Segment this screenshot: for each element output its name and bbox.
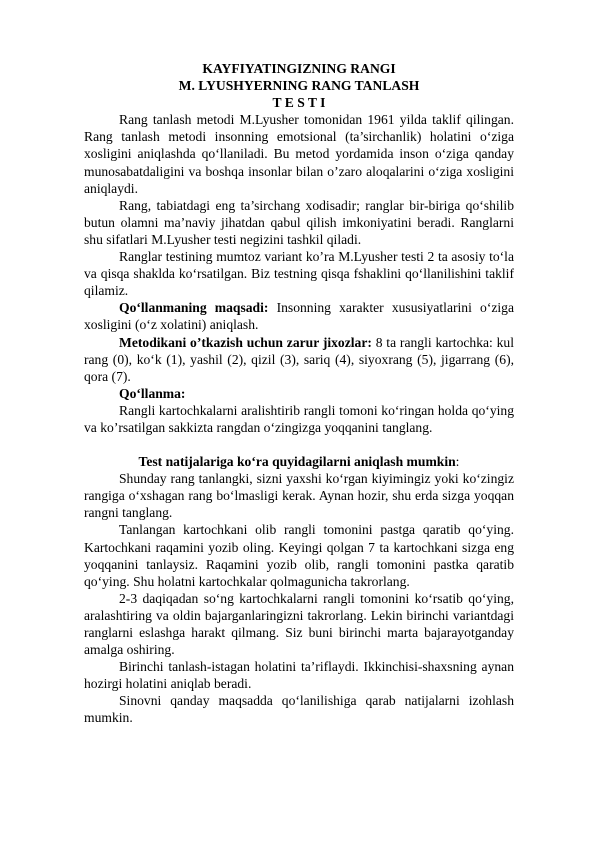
intro-paragraph-3: Ranglar testining mumtoz variant ko’ra M.Lyusher testi 2 ta asosiy to‘la va qisqa shaklda ko‘rsatilgan. Biz testning qisqa fshaklini qo‘llanilishini taklif qilamiz. xyxy=(84,249,514,299)
results-paragraph-5: Sinovni qanday maqsadda qo‘lanilishiga qarab natijalarni izohlash mumkin. xyxy=(84,693,514,726)
intro-paragraph-2: Rang, tabiatdagi eng ta’sirchang xodisadir; ranglar bir-biriga qo‘shilib butun olamni ma’naviy jihatdan qabul qilish imkoniyatini beradi. Ranglarni shu sifatlari M.Lyusher testi negizini tashkil qiladi. xyxy=(84,197,514,247)
instruction-label-line xyxy=(84,385,514,402)
document-title-line-3: T E S T I xyxy=(272,95,326,111)
goal-label: Qo‘llanmaning maqsadi: xyxy=(119,300,269,316)
instruction-paragraph: Rangli kartochkalarni aralishtirib rangli tomoni ko‘ringan holda qo‘ying va ko’rsatilgan sakkizta rangdan o‘zingizga yoqqanini tanglang. xyxy=(84,402,514,435)
results-paragraph-2: Tanlangan kartochkani olib rangli tomonini pastga qaratib qo‘ying. Kartochkani raqamini yozib oling. Keyingi qolgan 7 ta kartochkani sizga eng yoqqanini tanlaysiz. Raqamini yozib olib, rangli tomonini pastka qaratib qo‘ying. Shu holatni kartochkalar qolmagunicha takrorlang. xyxy=(84,522,514,589)
goal-text: Insonning xarakter xususiyatlarini o‘ziga xosligini (o‘z xolatini) aniqlash. xyxy=(84,300,514,333)
tools-paragraph xyxy=(84,334,514,385)
intro-paragraph-1: Rang tanlash metodi M.Lyusher tomonidan 1961 yilda taklif qilingan. Rang tanlash metodi insonning emotsional (ta’sirchanlik) holatini o‘ziga xosligini aniqlashda qo‘llaniladi. Bu metod yordamida inson o‘ziga qanday munosabatdaligini va boshqa insonlar bilan o’zaro aloqalarini o‘ziga xosligini aniqlaydi. xyxy=(84,112,514,196)
document-page xyxy=(84,60,514,727)
document-title-line-1: KAYFIYATINGIZNING RANGI xyxy=(202,61,396,76)
results-paragraph-1: Shunday rang tanlangki, sizni yaxshi ko‘rgan kiyimingiz yoki ko‘zingiz rangiga o‘xshagan rang bo‘lmasligi kerak. Aynan hozir, shu erda sizga yoqqan rangni tanglang. xyxy=(84,471,514,521)
results-paragraph-3: 2-3 daqiqadan so‘ng kartochkalarni rangli tomonini ko‘rsatib qo‘ying, aralashtiring va oldin bajarganlaringizni takrorlang. Lekin birinchi variantdagi ranglarni eslashga harakt qilmang. Siz buni birinchi marta bajarayotganday amalga oshiring. xyxy=(84,590,514,658)
goal-paragraph xyxy=(84,299,514,333)
section-spacer xyxy=(84,436,514,453)
results-paragraph-4: Birinchi tanlash-istagan holatini ta’riflaydi. Ikkinchisi-shaxsning aynan hozirgi holatini aniqlab beradi. xyxy=(84,659,514,692)
tools-label: Metodikani o’tkazish uchun zarur jixozlar: xyxy=(119,334,372,350)
tools-text: 8 ta rangli kartochka: kul rang (0), ko‘k (1), yashil (2), qizil (3), sariq (4), siyoxrang (5), jigarrang (6), qora (7). xyxy=(84,334,515,384)
results-heading xyxy=(84,453,514,470)
results-heading-suffix: : xyxy=(455,454,460,470)
results-heading-text: Test natijalariga ko‘ra quyidagilarni aniqlash mumkin xyxy=(138,454,456,470)
document-title-line-2: M. LYUSHYERNING RANG TANLASH xyxy=(178,78,420,94)
instruction-label: Qo‘llanma: xyxy=(119,385,186,401)
